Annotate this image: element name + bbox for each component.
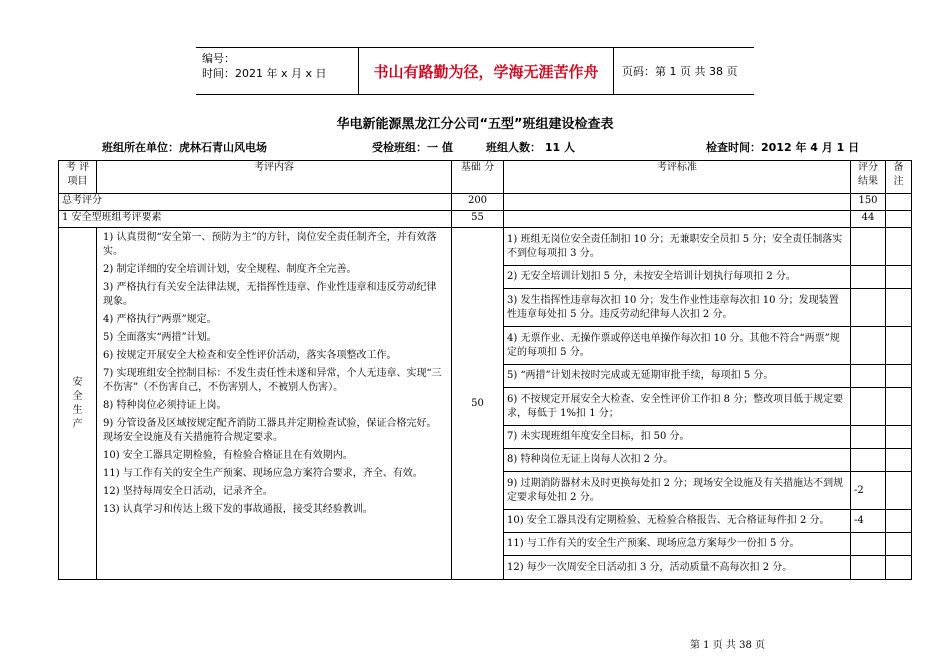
standard-remark bbox=[886, 365, 912, 388]
content-item: 1) 认真贯彻“安全第一、预防为主”的方针，岗位安全责任制齐全，并有效落实。 bbox=[103, 232, 437, 257]
page-label: 页码：第 1 页 共 38 页 bbox=[622, 65, 738, 78]
standard-text: 7) 未实现班组年度安全目标，扣 50 分。 bbox=[504, 426, 851, 449]
content-item: 11) 与工作有关的安全生产预案、现场应急方案符合要求，齐全、有效。 bbox=[103, 468, 423, 479]
header-base: 基础 分 bbox=[452, 161, 504, 194]
standard-text: 4) 无票作业、无操作票或停送电单操作每次扣 10 分。其他不符合“两票”规定的每项扣 5 分。 bbox=[504, 327, 851, 365]
category-label: 安全生产 bbox=[72, 376, 83, 430]
number-label: 编号： bbox=[202, 52, 235, 65]
standard-score bbox=[851, 388, 886, 426]
section1-result: 44 bbox=[851, 211, 886, 228]
standard-score bbox=[851, 327, 886, 365]
header-result: 评分 结果 bbox=[851, 161, 886, 194]
standard-text: 1) 班组无岗位安全责任制扣 10 分；无兼职安全员扣 5 分；安全责任制落实不到位每项扣 3 分。 bbox=[504, 228, 851, 266]
standard-text: 9) 过期消防器材未及时更换每处扣 2 分；现场安全设施及有关措施达不到规定要求每处扣 2 分。 bbox=[504, 472, 851, 510]
section1-base: 55 bbox=[452, 211, 504, 228]
total-label: 总考评分 bbox=[59, 194, 452, 211]
standard-score bbox=[851, 426, 886, 449]
page-header bbox=[196, 47, 754, 95]
header-meta bbox=[196, 48, 359, 94]
content-item: 6) 按规定开展安全大检查和安全性评价活动，落实各项整改工作。 bbox=[103, 350, 397, 361]
standard-remark bbox=[886, 388, 912, 426]
standard-text: 10) 安全工器具没有定期检验、无检验合格报告、无合格证每件扣 2 分。 bbox=[504, 510, 851, 533]
total-result: 150 bbox=[851, 194, 886, 211]
category-base: 50 bbox=[452, 228, 504, 580]
page-footer: 第 1 页 共 38 页 bbox=[690, 640, 765, 651]
standard-score bbox=[851, 365, 886, 388]
header-standard: 考评标准 bbox=[504, 161, 851, 194]
content-item: 7) 实现班组安全控制目标：不发生责任性未遂和异常，个人无违章、实现“三不伤害”（不伤害自己，不伤害别人，不被别人伤害）。 bbox=[103, 368, 442, 393]
section1-remark bbox=[886, 211, 912, 228]
standard-remark bbox=[886, 472, 912, 510]
header-item: 考 评 项目 bbox=[59, 161, 97, 194]
standard-remark bbox=[886, 266, 912, 289]
standard-text: 11) 与工作有关的安全生产预案、现场应急方案每少一份扣 5 分。 bbox=[504, 533, 851, 556]
standard-text: 3) 发生指挥性违章每次扣 10 分；发生作业性违章每次扣 10 分；发现装置性违章每处扣 5 分。违反劳动纪律每人次扣 2 分。 bbox=[504, 289, 851, 327]
standard-remark bbox=[886, 533, 912, 556]
info-count: 班组人数： 11 人 bbox=[486, 141, 575, 154]
standard-text: 6) 不按规定开展安全大检查、安全性评价工作扣 8 分；整改项目低于规定要求，每低于 1%扣 1 分； bbox=[504, 388, 851, 426]
standard-score bbox=[851, 266, 886, 289]
info-team: 受检班组：一 值 bbox=[372, 141, 453, 154]
standard-remark bbox=[886, 228, 912, 266]
standard-score bbox=[851, 449, 886, 472]
standard-remark bbox=[886, 449, 912, 472]
standard-score bbox=[851, 556, 886, 580]
standard-remark bbox=[886, 510, 912, 533]
standard-score: -2 bbox=[851, 472, 886, 510]
content-item: 3) 严格执行有关安全法律法规，无指挥性违章、作业性违章和违反劳动纪律现象。 bbox=[103, 282, 437, 307]
header-remark: 备注 bbox=[886, 161, 912, 194]
standard-text: 8) 特种岗位无证上岗每人次扣 2 分。 bbox=[504, 449, 851, 472]
standard-remark bbox=[886, 426, 912, 449]
time-label: 时间：2021 年 x 月 x 日 bbox=[202, 67, 327, 80]
standard-remark bbox=[886, 556, 912, 580]
section1-standard bbox=[504, 211, 851, 228]
standard-score bbox=[851, 289, 886, 327]
table-header-row bbox=[59, 161, 912, 194]
standard-score bbox=[851, 533, 886, 556]
standard-remark bbox=[886, 327, 912, 365]
content-item: 2) 制定详细的安全培训计划，安全规程、制度齐全完善。 bbox=[103, 264, 357, 275]
content-item: 13) 认真学习和传达上级下发的事故通报，接受其经验教训。 bbox=[103, 504, 373, 515]
content-item: 9) 分管设备及区域按规定配齐消防工器具并定期检查试验，保证合格完好。现场安全设施及有关措施符合规定要求。 bbox=[103, 418, 437, 443]
standard-score bbox=[851, 228, 886, 266]
content-cell bbox=[97, 228, 452, 580]
info-unit: 班组所在单位：虎林石青山风电场 bbox=[102, 141, 267, 154]
standard-row bbox=[59, 228, 912, 266]
info-date: 检查时间：2012 年 4 月 1 日 bbox=[706, 141, 860, 154]
total-base: 200 bbox=[452, 194, 504, 211]
header-content: 考评内容 bbox=[97, 161, 452, 194]
standard-text: 12) 每少一次周安全日活动扣 3 分，活动质量不高每次扣 2 分。 bbox=[504, 556, 851, 580]
category-cell bbox=[59, 228, 97, 580]
section1-row bbox=[59, 211, 912, 228]
total-row bbox=[59, 194, 912, 211]
inspection-table bbox=[58, 160, 912, 580]
document-title: 华电新能源黑龙江分公司“五型”班组建设检查表 bbox=[336, 117, 614, 132]
content-item: 5) 全面落实“两措”计划。 bbox=[103, 332, 217, 343]
content-item: 8) 特种岗位必须持证上岗。 bbox=[103, 400, 227, 411]
standard-text: 2) 无安全培训计划扣 5 分，未按安全培训计划执行每项扣 2 分。 bbox=[504, 266, 851, 289]
slogan: 书山有路勤为径，学海无涯苦作舟 bbox=[359, 48, 614, 94]
standard-text: 5) “两措”计划未按时完成或无延期审批手续，每项扣 5 分。 bbox=[504, 365, 851, 388]
total-remark bbox=[886, 194, 912, 211]
content-item: 12) 坚持每周安全日活动，记录齐全。 bbox=[103, 486, 273, 497]
section1-label: 1 安全型班组考评要素 bbox=[59, 211, 452, 228]
content-item: 4) 严格执行“两票”规定。 bbox=[103, 314, 217, 325]
total-standard bbox=[504, 194, 851, 211]
content-item: 10) 安全工器具定期检验，有检验合格证且在有效期内。 bbox=[103, 450, 353, 461]
standard-score: -4 bbox=[851, 510, 886, 533]
standard-remark bbox=[886, 289, 912, 327]
